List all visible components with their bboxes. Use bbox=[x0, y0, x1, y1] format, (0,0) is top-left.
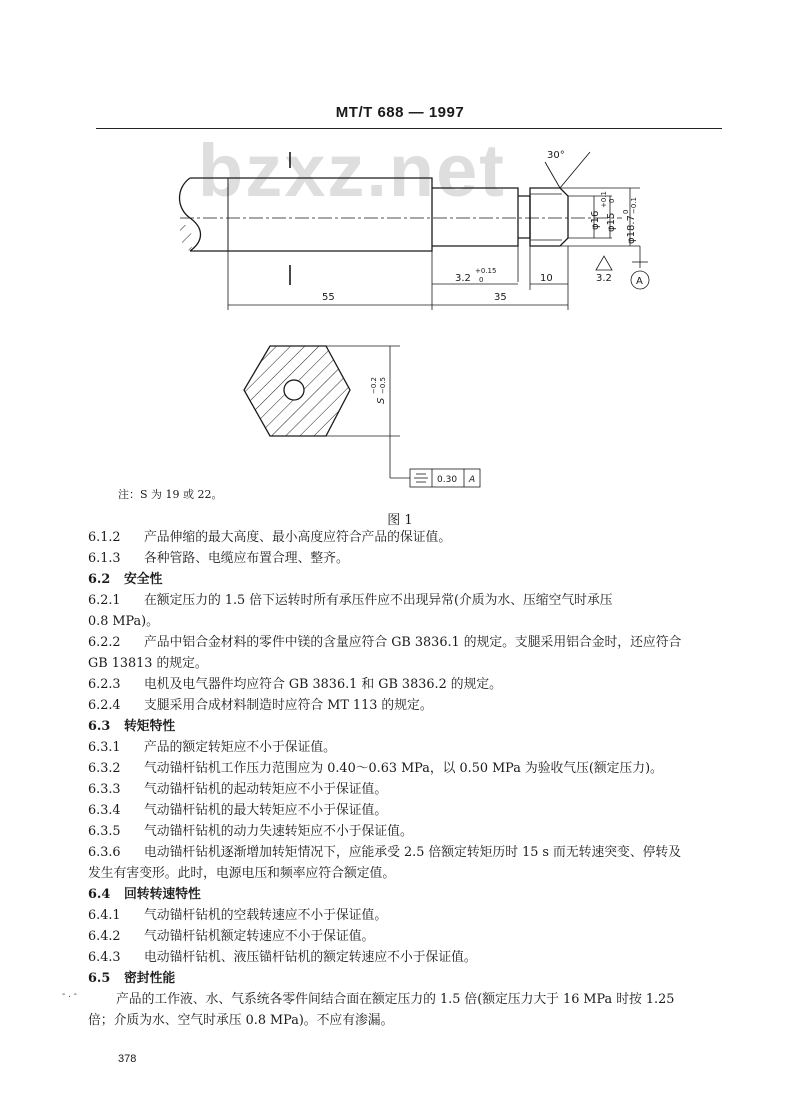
center-hole bbox=[284, 380, 304, 400]
page-header: MT/T 688 — 1997 bbox=[335, 104, 465, 121]
break-hatch bbox=[180, 222, 193, 251]
paragraph: 6.1.3 各种管路、电缆应布置合理、整齐。 bbox=[88, 551, 349, 566]
paragraph: 6.3.6 电动锚杆钻机逐渐增加转矩情况下，应能承受 2.5 倍额定转矩历时 15 s 而无转速突变、停转及 bbox=[88, 845, 682, 860]
paragraph: 6.4.2 气动锚杆钻机额定转速应不小于保证值。 bbox=[88, 929, 375, 944]
paragraph-continuation: GB 13813 的规定。 bbox=[88, 656, 208, 671]
paragraph-continuation: 发生有害变形。此时，电源电压和频率应符合额定值。 bbox=[88, 866, 396, 881]
paragraph: 6.2.3 电机及电气器件均应符合 GB 3836.1 和 GB 3836.2 的规定。 bbox=[88, 677, 502, 692]
hex-s-label: S bbox=[376, 397, 387, 404]
paragraph: 6.3.2 气动锚杆钻机工作压力范围应为 0.40～0.63 MPa，以 0.50 MPa 为验收气压(额定压力)。 bbox=[88, 761, 663, 776]
datum-label: A bbox=[636, 276, 643, 287]
section-heading: 6.2 安全性 bbox=[88, 572, 163, 587]
len-55-label: 55 bbox=[322, 292, 335, 303]
paragraph: 6.2.2 产品中铝合金材料的零件中镁的含量应符合 GB 3836.1 的规定。支腿采用铝合金时，还应符合 bbox=[88, 635, 682, 650]
paragraph: 6.3.5 气动锚杆钻机的动力失速转矩应不小于保证值。 bbox=[88, 824, 413, 839]
page-number: 378 bbox=[118, 1053, 137, 1065]
dim-18-label: φ18.7 bbox=[626, 215, 637, 244]
roughness-label: 3.2 bbox=[596, 273, 612, 284]
shaft-main-body bbox=[190, 178, 432, 251]
margin-mark: - . - bbox=[62, 989, 77, 1000]
paragraph: 6.1.2 产品伸缩的最大高度、最小高度应符合产品的保证值。 bbox=[88, 530, 452, 545]
len-10-label: 10 bbox=[540, 273, 553, 284]
body-text bbox=[88, 527, 724, 1031]
paragraph: 6.3.1 产品的额定转矩应不小于保证值。 bbox=[88, 740, 336, 755]
len-35-label: 35 bbox=[494, 292, 507, 303]
groove-label: 3.2 bbox=[455, 273, 471, 284]
section-heading: 6.5 密封性能 bbox=[88, 971, 176, 986]
fcf-tolerance: 0.30 bbox=[437, 475, 458, 485]
dim-16-label: φ16 bbox=[590, 210, 601, 230]
hex-section bbox=[244, 346, 350, 436]
groove-tol-up: +0.15 bbox=[475, 267, 497, 275]
fcf-datum: A bbox=[469, 475, 476, 485]
figure-caption: 图 1 bbox=[387, 513, 413, 528]
dim-15-tol-low: 0 bbox=[608, 198, 616, 203]
paragraph-continuation: 倍；介质为水、空气时承压 0.8 MPa)。不应有渗漏。 bbox=[88, 1013, 394, 1028]
paragraph: 6.2.4 支腿采用合成材料制造时应符合 MT 113 的规定。 bbox=[88, 698, 433, 713]
section-heading: 6.3 转矩特性 bbox=[88, 719, 176, 734]
paragraph: 6.4.1 气动锚杆钻机的空载转速应不小于保证值。 bbox=[88, 908, 388, 923]
technical-drawing bbox=[0, 0, 800, 505]
hex-dimensions bbox=[326, 346, 480, 487]
paragraph: 6.3.4 气动锚杆钻机的最大转矩应不小于保证值。 bbox=[88, 803, 388, 818]
section-heading: 6.4 回转转速特性 bbox=[88, 887, 201, 902]
shaft-dimensions bbox=[228, 188, 649, 310]
dim-15-label: φ15 bbox=[606, 212, 617, 232]
dim-18-tol-up: 0 bbox=[622, 209, 630, 214]
watermark: bzxz.net bbox=[198, 129, 506, 212]
dim-15-tol-up: +0.1 bbox=[600, 191, 608, 208]
hex-s-tol-up: −0.2 bbox=[370, 377, 378, 394]
figure-note: 注：S 为 19 或 22。 bbox=[118, 488, 223, 501]
paragraph: 6.4.3 电动锚杆钻机、液压锚杆钻机的额定转速应不小于保证值。 bbox=[88, 950, 477, 965]
dim-18-tol-low: −0.1 bbox=[630, 197, 638, 214]
paragraph: 6.2.1 在额定压力的 1.5 倍下运转时所有承压件应不出现异常(介质为水、压缩空气时承压 bbox=[88, 593, 613, 608]
paragraph: 产品的工作液、水、气系统各零件间结合面在额定压力的 1.5 倍(额定压力大于 16 MPa 时按 1.25 bbox=[116, 992, 675, 1007]
paragraph: 6.3.3 气动锚杆钻机的起动转矩应不小于保证值。 bbox=[88, 782, 388, 797]
thread-end bbox=[530, 188, 568, 246]
hex-s-tol-low: −0.5 bbox=[379, 377, 387, 394]
angle-label: 30° bbox=[547, 150, 565, 161]
shaft-view bbox=[180, 152, 623, 285]
paragraph-continuation: 0.8 MPa)。 bbox=[88, 614, 159, 629]
groove-tol-low: 0 bbox=[479, 276, 484, 284]
